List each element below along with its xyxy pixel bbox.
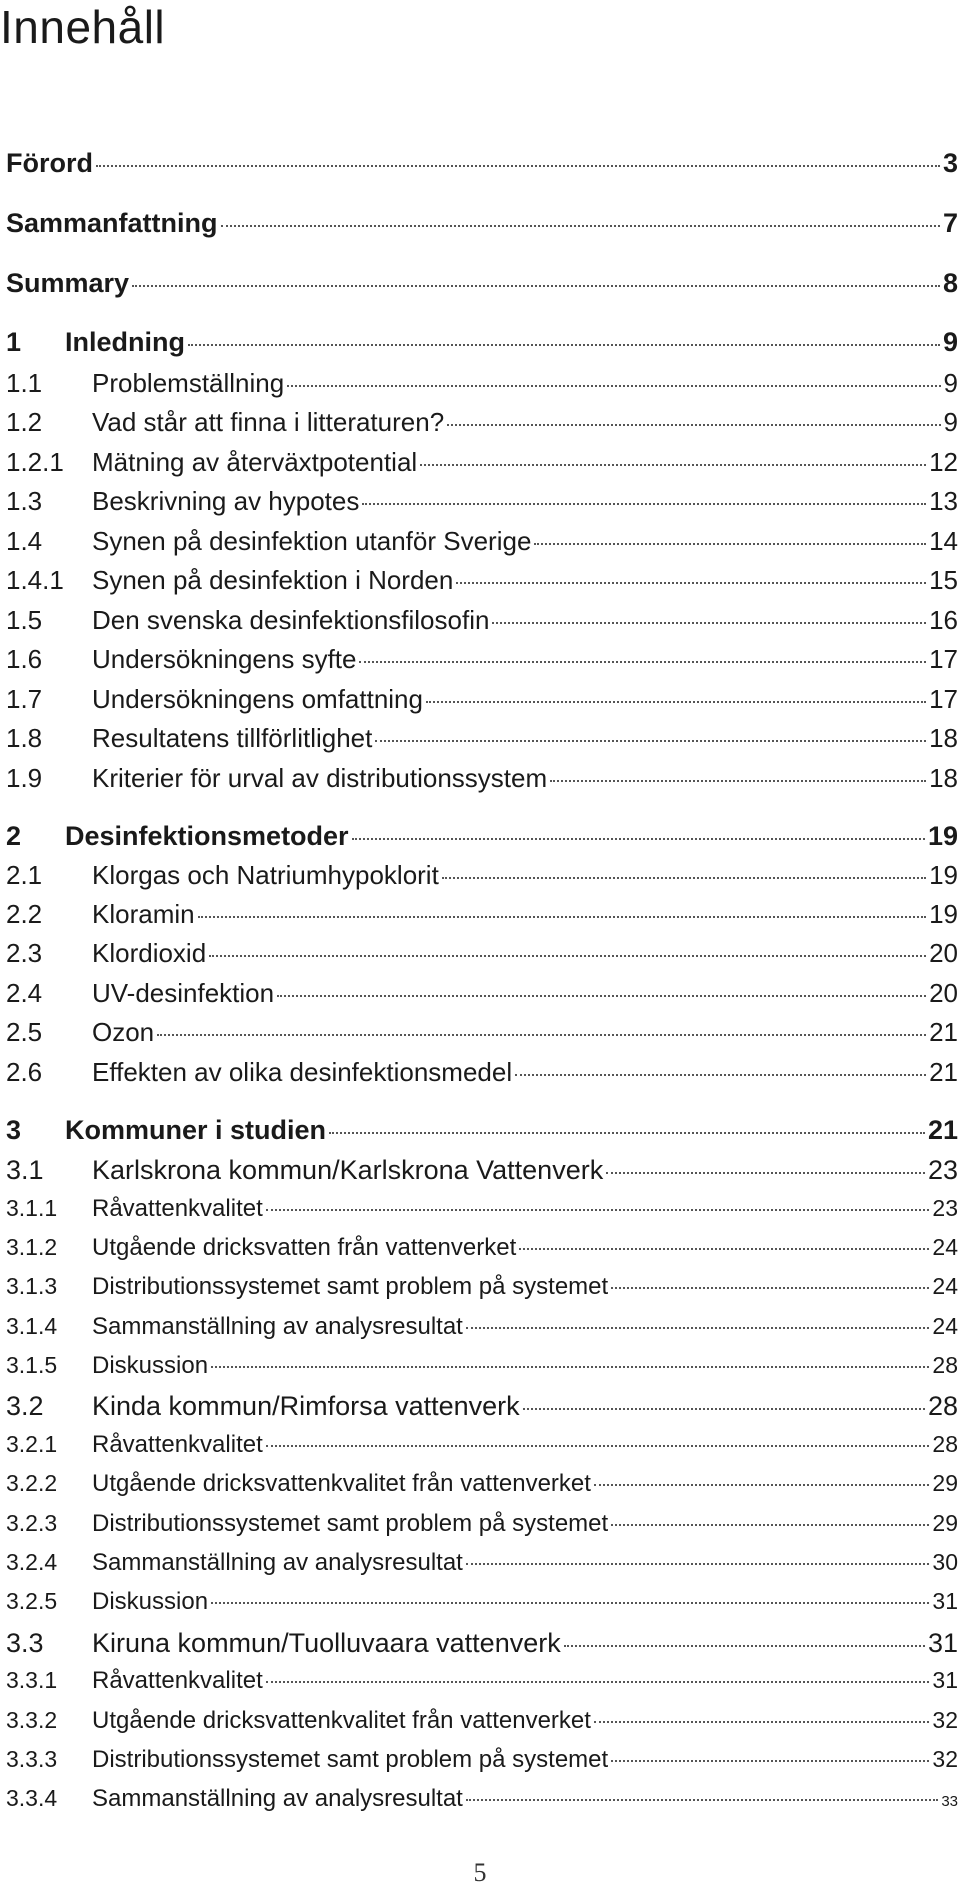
toc-entry-title: Utgående dricksvattenkvalitet från vattenverket: [92, 1470, 591, 1497]
toc-entry-page: 28: [932, 1431, 958, 1457]
toc-entry-page: 13: [929, 486, 958, 516]
toc-entry-number: 2.3: [6, 938, 43, 968]
page-title: Innehåll: [0, 1, 166, 53]
toc-entry-title: Effekten av olika desinfektionsmedel: [92, 1057, 513, 1087]
toc-entry[interactable]: [6, 1667, 958, 1695]
dot-leader: [466, 1799, 938, 1801]
dot-leader: [352, 838, 925, 840]
dot-leader: [456, 582, 926, 584]
toc-entry-page: 19: [929, 899, 958, 929]
toc-entry-summary[interactable]: [6, 268, 958, 299]
toc-entry-page: 24: [932, 1234, 958, 1260]
dot-leader: [375, 740, 926, 742]
dot-leader: [157, 1034, 926, 1036]
toc-entry-chapter-2[interactable]: [6, 821, 958, 852]
toc-entry-title: UV-desinfektion: [92, 978, 275, 1008]
toc-entry[interactable]: [6, 685, 958, 715]
toc-entry-number: 3.2: [6, 1391, 44, 1421]
toc-entry-title: Distributionssystemet samt problem på systemet: [92, 1273, 609, 1300]
toc-entry-page: 19: [929, 860, 958, 890]
toc-entry-page: 14: [929, 526, 958, 556]
toc-entry-page: 21: [927, 1115, 958, 1145]
dot-leader: [266, 1445, 930, 1447]
toc-entry[interactable]: [6, 979, 958, 1009]
dot-leader: [209, 955, 926, 957]
toc-entry[interactable]: [6, 1785, 958, 1813]
toc-entry[interactable]: [6, 1588, 958, 1616]
toc-entry[interactable]: [6, 527, 958, 557]
dot-leader: [96, 165, 940, 167]
toc-entry-title: Förord: [6, 148, 93, 178]
toc-entry-title: Diskussion: [92, 1588, 209, 1615]
toc-entry[interactable]: [6, 939, 958, 969]
toc-entry-title: Den svenska desinfektionsfilosofin: [92, 605, 490, 635]
dot-leader: [277, 995, 926, 997]
toc-entry-number: 3.2.2: [6, 1470, 58, 1496]
toc-entry-title: Beskrivning av hypotes: [92, 486, 360, 516]
toc-entry-title: Ozon: [92, 1017, 155, 1047]
toc-entry-number: 2.6: [6, 1057, 43, 1087]
toc-entry-title: Problemställning: [92, 368, 285, 398]
toc-entry-forord[interactable]: [6, 148, 958, 179]
toc-entry-number: 3.3.2: [6, 1707, 58, 1733]
toc-entry-number: 1.5: [6, 605, 43, 635]
toc-entry-title: Råvattenkvalitet: [92, 1667, 263, 1694]
toc-entry-number: 1.7: [6, 684, 43, 714]
toc-entry-number: 2.4: [6, 978, 43, 1008]
dot-leader: [198, 916, 926, 918]
toc-entry-title: Kriterier för urval av distributionssystem: [92, 763, 548, 793]
toc-entry-page: 28: [927, 1391, 958, 1421]
toc-entry-number: 3.1.1: [6, 1195, 58, 1221]
toc-entry[interactable]: [6, 1352, 958, 1380]
dot-leader: [359, 661, 926, 663]
toc-entry-number: 1.8: [6, 723, 43, 753]
toc-entry-number: 1.2.1: [6, 447, 64, 477]
toc-entry-page: 9: [943, 368, 958, 398]
dot-leader: [188, 344, 940, 346]
dot-leader: [466, 1563, 930, 1565]
toc-entry-number: 3.2.4: [6, 1549, 58, 1575]
toc-entry-title: Desinfektionsmetoder: [65, 821, 349, 851]
toc-entry[interactable]: [6, 1549, 958, 1577]
toc-entry-title: Vad står att finna i litteraturen?: [92, 407, 445, 437]
toc-entry-page: 3: [942, 148, 958, 178]
footer-page-number: 5: [473, 1858, 487, 1887]
toc-entry-page: 18: [929, 763, 958, 793]
toc-entry-page: 21: [929, 1017, 958, 1047]
toc-entry[interactable]: [6, 1195, 958, 1223]
toc-entry-title: Råvattenkvalitet: [92, 1195, 263, 1222]
dot-leader: [594, 1484, 929, 1486]
toc-entry-title: Utgående dricksvatten från vattenverket: [92, 1234, 517, 1261]
dot-leader: [534, 543, 926, 545]
toc-entry[interactable]: [6, 1391, 958, 1422]
toc-entry-page: 8: [942, 268, 958, 298]
toc-entry-number: 3.1.4: [6, 1313, 58, 1339]
dot-leader: [266, 1681, 930, 1683]
toc-entry-title: Sammanställning av analysresultat: [92, 1549, 463, 1576]
toc-entry-number: 2: [6, 821, 22, 851]
toc-entry-page: 15: [929, 565, 958, 595]
toc-entry-number: 3.3.1: [6, 1667, 58, 1693]
toc-entry-page: 7: [942, 208, 958, 238]
dot-leader: [266, 1209, 930, 1211]
dot-leader: [132, 285, 940, 287]
toc-entry-page: 31: [932, 1588, 958, 1614]
toc-entry-title: Karlskrona kommun/Karlskrona Vattenverk: [92, 1155, 604, 1185]
toc-entry[interactable]: [6, 645, 958, 675]
toc-entry-title: Inledning: [65, 327, 185, 357]
toc-entry-title: Kinda kommun/Rimforsa vattenverk: [92, 1391, 520, 1421]
toc-entry[interactable]: [6, 1746, 958, 1774]
dot-leader: [426, 701, 926, 703]
dot-leader: [442, 877, 926, 879]
toc-entry-page: 21: [929, 1057, 958, 1087]
toc-entry-title: Kiruna kommun/Tuolluvaara vattenverk: [92, 1628, 561, 1658]
toc-entry-chapter-1[interactable]: [6, 327, 958, 358]
toc-entry-page: 24: [932, 1313, 958, 1339]
toc-entry[interactable]: [6, 408, 958, 438]
toc-entry-page: 18: [929, 723, 958, 753]
toc-entry-number: 3.3: [6, 1628, 44, 1658]
toc-entry-page: 19: [927, 821, 958, 851]
toc-entry-title: Kommuner i studien: [65, 1115, 327, 1145]
toc-entry-number: 1.1: [6, 368, 43, 398]
toc-entry-title: Undersökningens syfte: [92, 644, 357, 674]
toc-entry[interactable]: [6, 900, 958, 930]
toc-entry-page: 23: [927, 1155, 958, 1185]
toc-entry-title: Mätning av återväxtpotential: [92, 447, 418, 477]
dot-leader: [287, 385, 940, 387]
toc-entry[interactable]: [6, 1058, 958, 1088]
toc-entry-sammanfattning[interactable]: [6, 208, 958, 239]
toc-entry-page: 12: [929, 447, 958, 477]
toc-entry-page: 29: [932, 1510, 958, 1536]
toc-entry[interactable]: [6, 1510, 958, 1538]
toc-entry[interactable]: [6, 724, 958, 754]
toc-entry[interactable]: [6, 448, 958, 478]
toc-entry-page: 17: [929, 684, 958, 714]
toc-entry-number: 3.1.2: [6, 1234, 58, 1260]
dot-leader: [611, 1287, 929, 1289]
dot-leader: [211, 1366, 929, 1368]
dot-leader: [606, 1172, 925, 1174]
toc-entry[interactable]: [6, 1431, 958, 1459]
toc-entry-page: 30: [932, 1549, 958, 1575]
toc-entry-page: 33: [941, 1793, 958, 1810]
toc-entry-page: 32: [932, 1746, 958, 1772]
toc-entry[interactable]: [6, 1234, 958, 1262]
toc-entry-number: 1.4.1: [6, 565, 64, 595]
toc-entry[interactable]: [6, 487, 958, 517]
dot-leader: [362, 503, 926, 505]
toc-entry-number: 1.4: [6, 526, 43, 556]
toc-entry-page: 23: [932, 1195, 958, 1221]
toc-entry-title: Råvattenkvalitet: [92, 1431, 263, 1458]
toc-entry-title: Diskussion: [92, 1352, 209, 1379]
toc-entry[interactable]: [6, 566, 958, 596]
dot-leader: [564, 1645, 925, 1647]
toc-entry-page: 29: [932, 1470, 958, 1496]
dot-leader: [523, 1408, 925, 1410]
toc-entry-page: 16: [929, 605, 958, 635]
toc-entry-title: Sammanställning av analysresultat: [92, 1313, 463, 1340]
toc-entry-title: Sammanställning av analysresultat: [92, 1785, 463, 1812]
toc-entry-number: 1.2: [6, 407, 43, 437]
dot-leader: [329, 1132, 925, 1134]
toc-entry[interactable]: [6, 369, 958, 399]
toc-entry[interactable]: [6, 1470, 958, 1498]
toc-entry-number: 3.1.3: [6, 1273, 58, 1299]
toc-entry-title: Klordioxid: [92, 938, 207, 968]
toc-entry[interactable]: [6, 764, 958, 794]
toc-entry-number: 3.2.3: [6, 1510, 58, 1536]
dot-leader: [611, 1524, 929, 1526]
toc-entry-number: 3.1: [6, 1155, 44, 1185]
toc-entry[interactable]: [6, 1628, 958, 1659]
toc-entry-page: 20: [929, 938, 958, 968]
dot-leader: [211, 1602, 929, 1604]
toc-entry-number: 3.3.3: [6, 1746, 58, 1772]
toc-entry-title: Distributionssystemet samt problem på systemet: [92, 1510, 609, 1537]
toc-entry-page: 9: [942, 327, 958, 357]
dot-leader: [447, 424, 940, 426]
toc-entry-title: Summary: [6, 268, 130, 298]
toc-entry[interactable]: [6, 1313, 958, 1341]
toc-entry[interactable]: [6, 1018, 958, 1048]
toc-entry-page: 20: [929, 978, 958, 1008]
dot-leader: [611, 1760, 929, 1762]
toc-entry-page: 31: [932, 1667, 958, 1693]
dot-leader: [466, 1327, 930, 1329]
toc-entry[interactable]: [6, 861, 958, 891]
toc-entry-page: 31: [927, 1628, 958, 1658]
toc-entry-title: Synen på desinfektion utanför Sverige: [92, 526, 532, 556]
toc-entry-number: 3: [6, 1115, 22, 1145]
toc-entry-number: 3.2.1: [6, 1431, 58, 1457]
toc-entry[interactable]: [6, 1707, 958, 1735]
toc-entry-number: 2.1: [6, 860, 43, 890]
toc-entry-title: Undersökningens omfattning: [92, 684, 423, 714]
toc-entry-title: Utgående dricksvattenkvalitet från vattenverket: [92, 1707, 591, 1734]
toc-entry-title: Distributionssystemet samt problem på systemet: [92, 1746, 609, 1773]
toc-entry-number: 1: [6, 327, 22, 357]
toc-entry-title: Kloramin: [92, 899, 195, 929]
dot-leader: [594, 1721, 929, 1723]
dot-leader: [492, 622, 926, 624]
toc-entry-number: 1.9: [6, 763, 43, 793]
toc-entry-number: 3.2.5: [6, 1588, 58, 1614]
dot-leader: [550, 780, 926, 782]
toc-entry-page: 9: [943, 407, 958, 437]
toc-entry-page: 32: [932, 1707, 958, 1733]
toc-entry-chapter-3[interactable]: [6, 1115, 958, 1146]
toc-entry-number: 1.3: [6, 486, 43, 516]
dot-leader: [519, 1248, 929, 1250]
toc-entry-number: 3.1.5: [6, 1352, 58, 1378]
toc-entry-title: Synen på desinfektion i Norden: [92, 565, 454, 595]
toc-entry-number: 1.6: [6, 644, 43, 674]
toc-entry-title: Sammanfattning: [6, 208, 218, 238]
toc-entry-title: Resultatens tillförlitlighet: [92, 723, 373, 753]
toc-entry-page: 17: [929, 644, 958, 674]
toc-entry-page: 24: [932, 1273, 958, 1299]
dot-leader: [221, 225, 940, 227]
toc-entry-number: 2.2: [6, 899, 43, 929]
toc-entry-page: 28: [932, 1352, 958, 1378]
toc-entry-number: 2.5: [6, 1017, 43, 1047]
dot-leader: [420, 464, 926, 466]
toc-entry-title: Klorgas och Natriumhypoklorit: [92, 860, 439, 890]
toc-entry[interactable]: [6, 1155, 958, 1186]
dot-leader: [515, 1074, 926, 1076]
toc-entry-number: 3.3.4: [6, 1785, 58, 1811]
toc-entry[interactable]: [6, 1273, 958, 1301]
toc-entry[interactable]: [6, 606, 958, 636]
